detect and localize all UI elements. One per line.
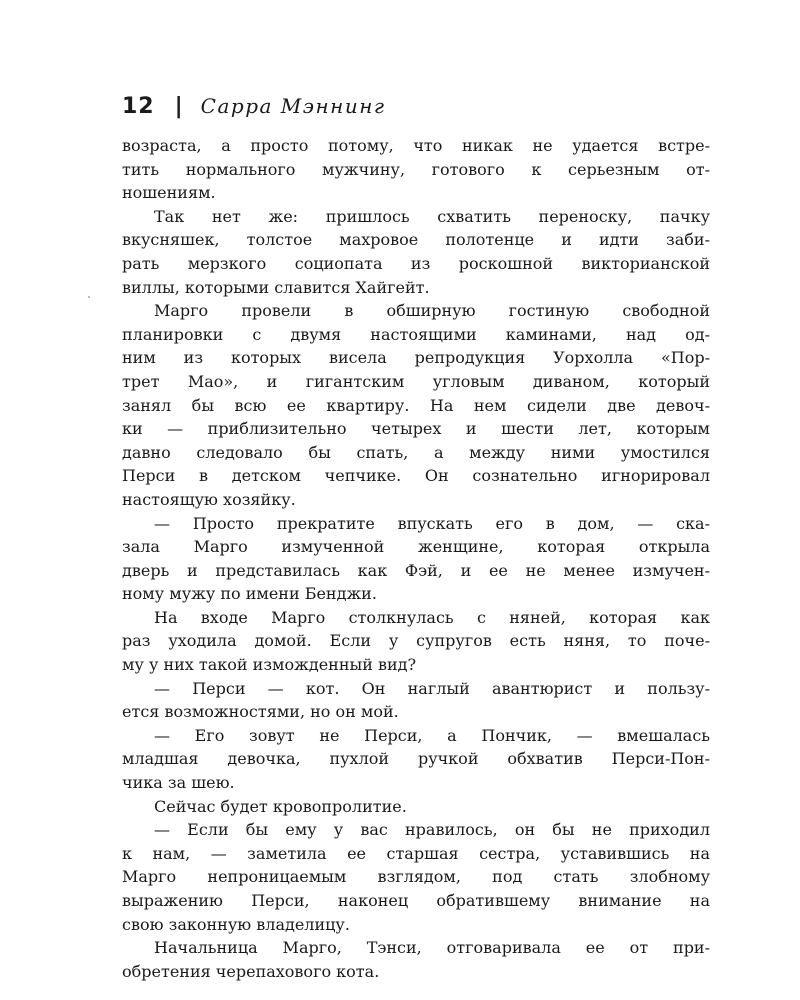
text-line: — Если бы ему у вас нравилось, он бы не приходил: [154, 820, 710, 840]
text-line: раз уходила домой. Если у супругов есть няня, то поче-: [122, 631, 710, 651]
text-line: выражению Перси, наконец обратившему внимание на: [122, 891, 710, 910]
text-line: вкусняшек, толстое махровое полотенце и идти заби-: [122, 230, 710, 250]
text-line: зала Марго измученной женщине, которая открыла: [122, 537, 710, 557]
text-line: му у них такой изможденный вид?: [122, 655, 417, 675]
text-line: — Перси — кот. Он наглый авантюрист и пользу-: [154, 678, 710, 698]
text-line: возраста, а просто потому, что никак не удается встре-: [122, 136, 710, 155]
text-line: обретения черепахового кота.: [122, 961, 380, 981]
scan-speck: [88, 296, 90, 298]
text-line: занял бы всю ее квартиру. На нем сидели две девоч-: [122, 395, 710, 415]
text-line: На входе Марго столкнулась с няней, которая как: [154, 607, 710, 627]
page-number: 12: [122, 93, 155, 119]
text-line: свою законную владелицу.: [122, 914, 350, 934]
text-line: настоящую хозяйку.: [122, 489, 296, 509]
running-header: [122, 86, 710, 126]
text-line: ним из которых висела репродукция Уорхолла «Пор-: [122, 348, 710, 368]
text-line: Марго провели в обширную гостиную свободной: [154, 301, 710, 321]
text-line: виллы, которыми славится Хайгейт.: [122, 277, 430, 297]
body-text: [122, 134, 710, 983]
text-line: ному мужу по имени Бенджи.: [122, 584, 377, 604]
text-line: планировки с двумя настоящими каминами, над од-: [122, 324, 710, 344]
text-line: Марго непроницаемым взглядом, под стать злобному: [122, 867, 710, 887]
text-line: Начальница Марго, Тэнси, отговаривала ее от при-: [154, 938, 710, 958]
header-separator: |: [174, 93, 183, 119]
text-line: Перси в детском чепчике. Он сознательно игнорировал: [122, 466, 710, 486]
text-line: рать мерзкого социопата из роскошной викторианской: [122, 253, 710, 273]
text-line: трет Мао», и гигантским угловым диваном, который: [122, 371, 710, 391]
text-line: чика за шею.: [122, 773, 235, 793]
text-line: Так нет же: пришлось схватить переноску, пачку: [154, 206, 710, 226]
text-line: тить нормального мужчину, готового к серьезным от-: [122, 159, 710, 179]
author-name: Сарра Мэннинг: [200, 94, 386, 118]
text-line: ется возможностями, но он мой.: [122, 702, 399, 722]
text-line: — Просто прекратите впускать его в дом, — ска-: [154, 513, 710, 533]
book-page: [122, 86, 710, 983]
text-line: к нам, — заметила ее старшая сестра, уставившись на: [122, 843, 710, 863]
text-line: давно следовало бы спать, а между ними умостился: [122, 442, 710, 462]
text-line: дверь и представилась как Фэй, и ее не менее измучен-: [122, 560, 710, 580]
text-line: младшая девочка, пухлой ручкой обхватив Перси-Пон-: [122, 749, 710, 769]
text-line: Сейчас будет кровопролитие.: [154, 796, 407, 816]
text-line: ки — приблизительно четырех и шести лет, которым: [122, 419, 710, 439]
text-line: — Его зовут не Перси, а Пончик, — вмешалась: [154, 725, 710, 745]
text-line: ношениям.: [122, 183, 216, 203]
